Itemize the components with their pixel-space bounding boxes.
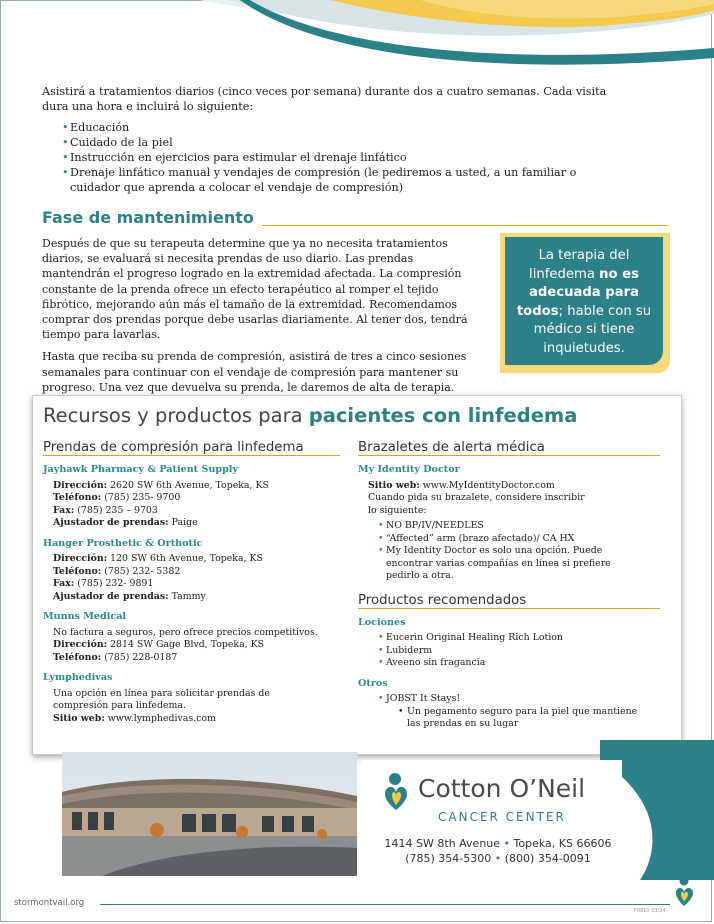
label: Sitio web: [368, 479, 420, 491]
lymphedivas-website[interactable]: www.lymphedivas.com [104, 712, 216, 724]
products-heading [358, 592, 668, 615]
munns-note: No factura a seguros, pero ofrece precios competitivos. [53, 626, 318, 638]
alert-heading [358, 442, 668, 462]
footer-url[interactable]: stormontvail.org [14, 898, 85, 908]
callout-box [500, 233, 670, 379]
intro-section [42, 84, 622, 195]
jayhawk-fitter: Paige [168, 517, 198, 528]
munns-phone: (785) 228-0187 [101, 651, 178, 663]
maintenance-paragraph-2: Hasta que reciba su prenda de compresión, asistirá de tres a cinco sesiones semanales para continuar con el vendaje de compresión para mantener su progreso. Una vez que devuelva su prenda, le daremos de alta de terapia. [42, 350, 467, 394]
phone-local: (785) 354-5300 [405, 852, 492, 865]
jayhawk-fax: (785) 235 – 9703 [74, 504, 158, 516]
brand-subtitle: CANCER CENTER [438, 810, 566, 824]
list-item: • “Affected” arm (brazo afectado)/ CA HX [358, 533, 668, 546]
lymphedivas-note: Una opción en línea para solicitar prendas de compresión para linfedema. [53, 687, 270, 711]
label: Fax: [53, 578, 75, 589]
label: Teléfono: [53, 492, 102, 503]
address-street: 1414 SW 8th Avenue [384, 837, 501, 850]
hanger-fax: (785) 232- 9891 [74, 578, 154, 589]
others-label: Otros [358, 677, 388, 689]
label: Ajustador de prendas: [53, 517, 169, 528]
alert-heading-text: Brazaletes de alerta médica [358, 440, 550, 455]
munns-name: Munns Medical [43, 611, 127, 622]
hanger-phone: (785) 232- 5382 [101, 565, 181, 577]
callout-bold: no es adecuada para todos [516, 266, 640, 319]
cancer-center-photo [62, 752, 357, 876]
cotton-oneil-logo-icon [382, 772, 412, 812]
products-heading-text: Productos recomendados [358, 593, 531, 608]
intro-list [42, 120, 622, 195]
jayhawk-name: Jayhawk Pharmacy & Patient Supply [43, 464, 238, 475]
list-item: • Instrucción en ejercicios para estimular el drenaje linfático [42, 150, 622, 165]
heading-rule [43, 455, 340, 456]
address-city: Topeka, KS 66606 [513, 837, 612, 850]
identity-note: Cuando pida su brazalete, considere inscribir lo siguiente: [368, 492, 585, 516]
list-item: • Lubiderm [358, 645, 668, 658]
others-list [358, 693, 668, 706]
identity-website[interactable]: www.MyIdentityDoctor.com [419, 479, 555, 491]
lotions-list [358, 632, 668, 670]
resources-title [43, 404, 577, 427]
jayhawk-details [43, 480, 348, 530]
identity-details [358, 480, 668, 583]
top-wave-decoration [0, 0, 714, 70]
maintenance-paragraph-1: Después de que su terapeuta determine que ya no necesita tratamientos diarios, se evaluará si necesita prendas de uso diario. Las prendas mantendrán el progreso logrado en la extremidad afectada. La compresión constante de la prenda ofrece un efecto terapéutico al romper el tejido fibrótico, mejorando aún más el tamaño de la extremidad. Recomendamos comprar dos prendas porque debe usarlas diariamente. Al tener dos, tendrá tiempo para lavarlas. [42, 237, 468, 342]
hanger-fitter: Tammy [168, 590, 206, 602]
list-item: • Cuidado de la piel [42, 135, 622, 150]
callout-part1: La terapia del linfedema [529, 248, 630, 282]
list-item: • Drenaje linfático manual y vendajes de compresión (le pediremos a usted, a un familiar o cuidador que aprenda a colocar el vendaje de compresión) [42, 165, 622, 195]
label: Sitio web: [53, 712, 105, 724]
hanger-name: Hanger Prosthetic & Orthotic [43, 537, 203, 549]
maintenance-heading-text: Fase de mantenimiento [42, 208, 262, 227]
jayhawk-phone: (785) 235- 9700 [101, 492, 181, 503]
brand-name: Cotton O’Neil [418, 774, 586, 803]
resources-title-highlight: pacientes con linfedema [308, 404, 578, 427]
maintenance-heading [42, 208, 668, 230]
munns-address: 2814 SW Gage Blvd, Topeka, KS [107, 639, 265, 650]
resources-title-plain: Recursos y productos para [43, 404, 309, 427]
cancer-center-logo-area [362, 760, 622, 880]
left-column [43, 442, 348, 733]
jayhawk-address: 2620 SW 6th Avenue, Topeka, KS [107, 479, 269, 491]
label: Ajustador de prendas: [53, 590, 169, 602]
hanger-details [43, 553, 348, 603]
resources-card [32, 395, 682, 755]
list-item: • My Identity Doctor es solo una opción. Puede encontrar varias compañías en línea si prefiere pedirlo a otra. [358, 545, 641, 583]
list-item: • Aveeno sin fragancia [358, 657, 668, 670]
others-sublist [358, 706, 668, 731]
lotions-label: Lociones [358, 616, 406, 628]
lymphedivas-details [43, 688, 348, 726]
label: Dirección: [53, 639, 108, 650]
label: Dirección: [53, 553, 108, 564]
identity-list [358, 520, 668, 583]
intro-paragraph: Asistirá a tratamientos diarios (cinco veces por semana) durante dos a cuatro semanas. Cada visita dura una hora e incluirá lo siguiente: [42, 85, 607, 113]
label: Teléfono: [53, 565, 102, 577]
list-item: • JOBST It Stays! [358, 693, 668, 706]
right-column [358, 442, 668, 731]
contact-address: 1414 SW 8th Avenue • Topeka, KS 66606 (785) 354-5300 • (800) 354-0091 [384, 837, 612, 865]
label: Teléfono: [53, 651, 102, 663]
label: Dirección: [53, 479, 108, 491]
heading-rule [358, 455, 660, 456]
callout-part2: ; hable con su médico si tiene inquietudes. [533, 303, 652, 356]
label: Fax: [53, 504, 75, 516]
list-item: • Un pegamento seguro para la piel que mantiene las prendas en su lugar [358, 706, 647, 731]
form-code: F0810 03/24 [634, 908, 666, 914]
list-item: • Educación [42, 120, 622, 135]
hanger-address: 120 SW 6th Avenue, Topeka, KS [107, 553, 263, 564]
callout-text [505, 237, 663, 365]
lymphedivas-name: Lymphedivas [43, 672, 113, 683]
maintenance-body [42, 236, 482, 402]
footer-logo-icon [674, 876, 696, 908]
phone-tollfree: (800) 354-0091 [504, 852, 591, 865]
list-item: • Eucerin Original Healing Rich Lotion [358, 632, 668, 645]
garments-heading-text: Prendas de compresión para linfedema [43, 440, 309, 455]
munns-details [43, 627, 348, 665]
list-item: • NO BP/IV/NEEDLES [358, 520, 668, 533]
garments-heading [43, 442, 348, 462]
footer-rule [100, 904, 670, 905]
identity-name: My Identity Doctor [358, 464, 460, 475]
